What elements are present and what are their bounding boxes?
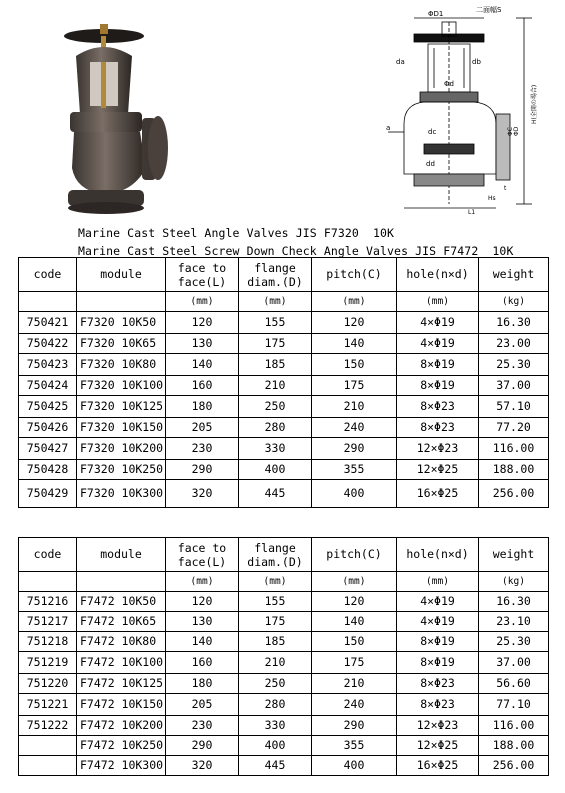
cell-hole: 8×Φ19	[397, 652, 479, 674]
cell-pitch: 150	[312, 354, 397, 376]
cell-face: 205	[166, 694, 239, 716]
cell-flange: 330	[239, 438, 312, 460]
label-l1: L1	[468, 209, 476, 216]
cell-code: 750428	[19, 460, 77, 480]
cell-flange: 210	[239, 652, 312, 674]
cell-face: 180	[166, 396, 239, 418]
cell-module: F7472 10K50	[77, 592, 166, 612]
table-row	[19, 354, 549, 376]
cell-flange: 185	[239, 354, 312, 376]
cell-hole: 8×Φ19	[397, 354, 479, 376]
header-face	[166, 538, 239, 572]
cell-flange: 280	[239, 694, 312, 716]
label-dc: dc	[428, 128, 437, 136]
cell-hole: 8×Φ23	[397, 396, 479, 418]
cell-flange: 175	[239, 334, 312, 354]
cell-hole: 12×Φ23	[397, 716, 479, 736]
table-row	[19, 376, 549, 396]
cell-face: 140	[166, 354, 239, 376]
table-row	[19, 312, 549, 334]
cell-module: F7472 10K300	[77, 756, 166, 776]
cell-weight: 256.00	[479, 756, 549, 776]
cell-code: 751217	[19, 612, 77, 632]
unit-face: (mm)	[166, 572, 239, 592]
cell-face: 290	[166, 460, 239, 480]
cell-module: F7472 10K65	[77, 612, 166, 632]
table-row	[19, 334, 549, 354]
cell-pitch: 140	[312, 334, 397, 354]
cell-pitch: 290	[312, 716, 397, 736]
cell-face: 160	[166, 376, 239, 396]
table-row	[19, 736, 549, 756]
header-module: module	[77, 258, 166, 292]
cell-weight: 23.00	[479, 334, 549, 354]
cell-flange: 155	[239, 592, 312, 612]
cell-pitch: 355	[312, 460, 397, 480]
cell-pitch: 175	[312, 376, 397, 396]
cell-pitch: 290	[312, 438, 397, 460]
cell-code: 750422	[19, 334, 77, 354]
cell-code: 750424	[19, 376, 77, 396]
label-s: 二面幅S	[476, 6, 502, 14]
cell-weight: 77.10	[479, 694, 549, 716]
label-db: db	[472, 58, 481, 66]
table-row	[19, 694, 549, 716]
table-row	[19, 674, 549, 694]
header-pitch: pitch(C)	[312, 538, 397, 572]
valve-photo	[62, 18, 170, 218]
table-row	[19, 460, 549, 480]
cell-weight: 16.30	[479, 312, 549, 334]
table-row	[19, 480, 549, 508]
cell-module: F7472 10K200	[77, 716, 166, 736]
cell-hole: 12×Φ25	[397, 736, 479, 756]
cell-face: 230	[166, 438, 239, 460]
cell-module: F7320 10K300	[77, 480, 166, 508]
table-row	[19, 756, 549, 776]
cell-flange: 185	[239, 632, 312, 652]
label-d: Φd	[444, 80, 454, 88]
cell-code: 751216	[19, 592, 77, 612]
cell-module: F7472 10K150	[77, 694, 166, 716]
cell-face: 140	[166, 632, 239, 652]
unit-weight: (kg)	[479, 572, 549, 592]
header-face-line2: face(L)	[177, 554, 227, 569]
cell-flange: 400	[239, 460, 312, 480]
cell-weight: 37.00	[479, 652, 549, 674]
label-pc: ΦC	[507, 127, 514, 136]
title-angle-valves: Marine Cast Steel Angle Valves JIS F7320 10K	[78, 226, 395, 240]
cell-code: 751222	[19, 716, 77, 736]
label-a: a	[386, 124, 391, 132]
cell-code: 750423	[19, 354, 77, 376]
cell-pitch: 175	[312, 652, 397, 674]
cell-face: 205	[166, 418, 239, 438]
cell-flange: 400	[239, 736, 312, 756]
cell-hole: 12×Φ25	[397, 460, 479, 480]
cell-face: 120	[166, 312, 239, 334]
cell-weight: 56.60	[479, 674, 549, 694]
header-flange	[239, 258, 312, 292]
cell-pitch: 120	[312, 312, 397, 334]
cell-module: F7320 10K65	[77, 334, 166, 354]
cell-module: F7320 10K100	[77, 376, 166, 396]
cell-flange: 280	[239, 418, 312, 438]
cell-code: 750425	[19, 396, 77, 418]
cell-module: F7320 10K80	[77, 354, 166, 376]
cell-flange: 330	[239, 716, 312, 736]
unit-row	[19, 292, 549, 312]
cell-hole: 16×Φ25	[397, 756, 479, 776]
header-face-line1: face to	[177, 260, 227, 275]
cell-face: 160	[166, 652, 239, 674]
cell-code: 751220	[19, 674, 77, 694]
title-check-angle-valves: Marine Cast Steel Screw Down Check Angle Valves JIS F7472 10K	[78, 244, 514, 258]
header-hole: hole(n×d)	[397, 538, 479, 572]
table-row	[19, 396, 549, 418]
cell-flange: 155	[239, 312, 312, 334]
cell-weight: 116.00	[479, 438, 549, 460]
header-flange	[239, 538, 312, 572]
header-flange-line2: diam.(D)	[247, 554, 303, 569]
unit-hole: (mm)	[397, 292, 479, 312]
cell-hole: 4×Φ19	[397, 312, 479, 334]
cell-face: 320	[166, 480, 239, 508]
cell-weight: 188.00	[479, 460, 549, 480]
header-flange-line1: flange	[254, 540, 296, 555]
cell-face: 120	[166, 592, 239, 612]
cell-code	[19, 756, 77, 776]
cell-weight: 188.00	[479, 736, 549, 756]
cell-flange: 445	[239, 756, 312, 776]
cell-hole: 4×Φ19	[397, 612, 479, 632]
cell-hole: 8×Φ19	[397, 632, 479, 652]
cell-pitch: 400	[312, 480, 397, 508]
cell-weight: 25.30	[479, 632, 549, 652]
label-da: da	[396, 58, 405, 66]
cell-weight: 116.00	[479, 716, 549, 736]
header-weight: weight	[479, 538, 549, 572]
table-row	[19, 652, 549, 674]
label-t: t	[504, 185, 507, 192]
table-row	[19, 612, 549, 632]
spec-table-f7472	[18, 537, 549, 776]
cell-hole: 16×Φ25	[397, 480, 479, 508]
cell-hole: 4×Φ19	[397, 334, 479, 354]
cell-module: F7320 10K200	[77, 438, 166, 460]
cell-code: 751219	[19, 652, 77, 674]
header-row	[19, 538, 549, 572]
cell-hole: 8×Φ23	[397, 694, 479, 716]
cell-hole: 8×Φ19	[397, 376, 479, 396]
cell-face: 180	[166, 674, 239, 694]
cell-hole: 8×Φ23	[397, 418, 479, 438]
cell-module: F7320 10K250	[77, 460, 166, 480]
cell-pitch: 240	[312, 418, 397, 438]
header-module: module	[77, 538, 166, 572]
cell-hole: 12×Φ23	[397, 438, 479, 460]
cell-module: F7472 10K250	[77, 736, 166, 756]
cell-code: 750427	[19, 438, 77, 460]
unit-hole: (mm)	[397, 572, 479, 592]
cell-module: F7320 10K50	[77, 312, 166, 334]
table-row	[19, 592, 549, 612]
cell-code: 750426	[19, 418, 77, 438]
unit-flange: (mm)	[239, 572, 312, 592]
cell-code	[19, 736, 77, 756]
cell-pitch: 120	[312, 592, 397, 612]
cell-flange: 175	[239, 612, 312, 632]
header-face	[166, 258, 239, 292]
table-row	[19, 418, 549, 438]
cell-pitch: 140	[312, 612, 397, 632]
header-code: code	[19, 258, 77, 292]
header-flange-line1: flange	[254, 260, 296, 275]
valve-cross-section-drawing	[384, 4, 544, 216]
cell-flange: 210	[239, 376, 312, 396]
cell-code: 751221	[19, 694, 77, 716]
header-weight: weight	[479, 258, 549, 292]
header-pitch: pitch(C)	[312, 258, 397, 292]
cell-pitch: 150	[312, 632, 397, 652]
table-row	[19, 716, 549, 736]
cell-pitch: 210	[312, 674, 397, 694]
cell-module: F7320 10K150	[77, 418, 166, 438]
label-pd: ΦD	[513, 126, 520, 136]
cell-pitch: 240	[312, 694, 397, 716]
cell-face: 320	[166, 756, 239, 776]
cell-hole: 4×Φ19	[397, 592, 479, 612]
cell-face: 130	[166, 334, 239, 354]
cell-pitch: 355	[312, 736, 397, 756]
cell-flange: 250	[239, 396, 312, 418]
header-face-line1: face to	[177, 540, 227, 555]
unit-flange: (mm)	[239, 292, 312, 312]
cell-weight: 37.00	[479, 376, 549, 396]
label-hs: Hs	[488, 195, 496, 202]
label-d1: ΦD1	[428, 10, 444, 18]
cell-weight: 57.10	[479, 396, 549, 418]
cell-face: 290	[166, 736, 239, 756]
cell-module: F7472 10K125	[77, 674, 166, 694]
cell-weight: 256.00	[479, 480, 549, 508]
table-row	[19, 632, 549, 652]
cell-pitch: 400	[312, 756, 397, 776]
unit-row	[19, 572, 549, 592]
unit-pitch: (mm)	[312, 292, 397, 312]
cell-code: 750421	[19, 312, 77, 334]
cell-weight: 25.30	[479, 354, 549, 376]
header-flange-line2: diam.(D)	[247, 274, 303, 289]
table-row	[19, 438, 549, 460]
cell-module: F7472 10K80	[77, 632, 166, 652]
label-h: H(全開の場合)	[531, 84, 538, 124]
cell-flange: 250	[239, 674, 312, 694]
cell-weight: 23.10	[479, 612, 549, 632]
cell-weight: 77.20	[479, 418, 549, 438]
cell-face: 130	[166, 612, 239, 632]
header-code: code	[19, 538, 77, 572]
table-body	[19, 538, 549, 776]
cell-module: F7472 10K100	[77, 652, 166, 674]
cell-flange: 445	[239, 480, 312, 508]
spec-table-f7320	[18, 257, 549, 508]
cell-hole: 8×Φ23	[397, 674, 479, 694]
cell-pitch: 210	[312, 396, 397, 418]
header-hole: hole(n×d)	[397, 258, 479, 292]
unit-face: (mm)	[166, 292, 239, 312]
cell-module: F7320 10K125	[77, 396, 166, 418]
cell-code: 750429	[19, 480, 77, 508]
unit-pitch: (mm)	[312, 572, 397, 592]
unit-weight: (kg)	[479, 292, 549, 312]
cell-weight: 16.30	[479, 592, 549, 612]
cell-face: 230	[166, 716, 239, 736]
table-body	[19, 258, 549, 508]
header-row	[19, 258, 549, 292]
header-face-line2: face(L)	[177, 274, 227, 289]
cell-code: 751218	[19, 632, 77, 652]
label-dd: dd	[426, 160, 435, 168]
